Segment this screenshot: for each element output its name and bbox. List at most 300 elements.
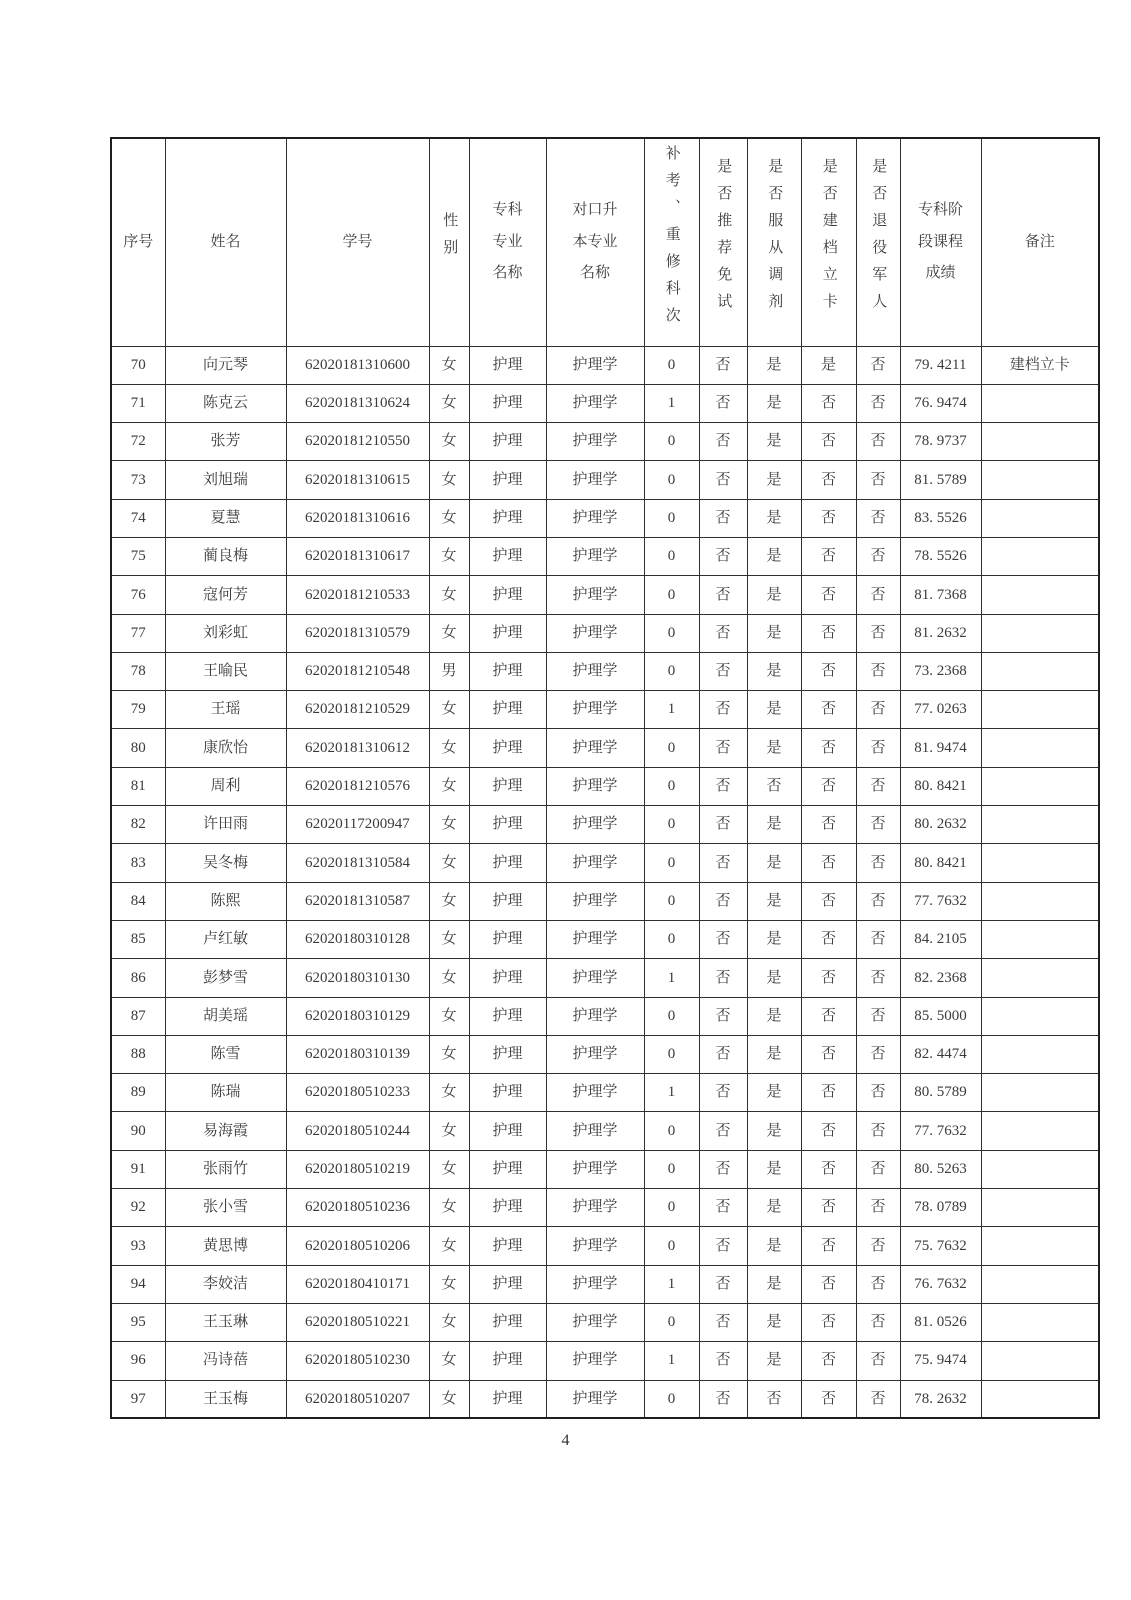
cell-score xyxy=(900,1074,981,1112)
cell-name xyxy=(165,346,286,384)
cell-target_major xyxy=(546,423,644,461)
cell-index xyxy=(111,1342,165,1380)
cell-student_id xyxy=(286,1303,429,1341)
cell-remark xyxy=(981,423,1099,461)
cell-value: 75. 7632 xyxy=(914,1237,967,1254)
column-header-label: 备注 xyxy=(1024,233,1055,250)
cell-recommend_exempt xyxy=(699,1189,747,1227)
cell-value: 刘旭瑞 xyxy=(202,471,248,488)
cell-veteran xyxy=(856,1265,900,1303)
column-header-student_id xyxy=(286,138,429,346)
cell-veteran xyxy=(856,1303,900,1341)
cell-value: 62020180310139 xyxy=(305,1046,410,1063)
cell-value: 否 xyxy=(870,778,886,795)
cell-college_major xyxy=(469,499,546,537)
cell-makeup_retake_count xyxy=(644,1035,699,1073)
cell-makeup_retake_count xyxy=(644,576,699,614)
cell-target_major xyxy=(546,691,644,729)
cell-value: 75 xyxy=(130,548,146,565)
cell-value: 护理 xyxy=(492,624,523,641)
cell-value: 是 xyxy=(766,1199,782,1216)
cell-name xyxy=(165,767,286,805)
cell-value: 否 xyxy=(715,931,731,948)
cell-value: 1 xyxy=(667,395,676,412)
cell-gender xyxy=(429,1074,469,1112)
cell-value: 81. 9474 xyxy=(914,739,967,756)
cell-target_major xyxy=(546,1074,644,1112)
cell-college_major xyxy=(469,1150,546,1188)
cell-value: 女 xyxy=(441,739,457,756)
cell-makeup_retake_count xyxy=(644,652,699,690)
cell-value: 女 xyxy=(441,548,457,565)
cell-makeup_retake_count xyxy=(644,1342,699,1380)
cell-index xyxy=(111,384,165,422)
cell-recommend_exempt xyxy=(699,1074,747,1112)
cell-obey_adjustment xyxy=(747,997,801,1035)
cell-value: 80. 5789 xyxy=(914,1084,967,1101)
cell-veteran xyxy=(856,461,900,499)
cell-value: 0 xyxy=(667,356,676,373)
cell-student_id xyxy=(286,1380,429,1418)
cell-value: 否 xyxy=(870,969,886,986)
cell-student_id xyxy=(286,499,429,537)
cell-value: 否 xyxy=(820,548,836,565)
cell-recommend_exempt xyxy=(699,1035,747,1073)
cell-value: 护理 xyxy=(492,433,523,450)
cell-value: 女 xyxy=(441,1161,457,1177)
cell-remark xyxy=(981,920,1099,958)
cell-veteran xyxy=(856,537,900,575)
cell-makeup_retake_count xyxy=(644,1150,699,1188)
column-header-label: 是否服从调剂 xyxy=(766,158,783,321)
cell-makeup_retake_count xyxy=(644,537,699,575)
cell-recommend_exempt xyxy=(699,1380,747,1418)
cell-value: 护理学 xyxy=(572,1352,618,1369)
cell-value: 是 xyxy=(766,1275,782,1292)
cell-value: 否 xyxy=(715,356,731,373)
cell-value: 0 xyxy=(667,1199,676,1216)
cell-index xyxy=(111,576,165,614)
cell-value: 0 xyxy=(667,1314,676,1331)
cell-gender xyxy=(429,767,469,805)
cell-student_id xyxy=(286,729,429,767)
cell-remark xyxy=(981,614,1099,652)
cell-veteran xyxy=(856,1227,900,1265)
cell-value: 护理 xyxy=(492,663,523,680)
cell-makeup_retake_count xyxy=(644,806,699,844)
cell-value: 62020117200947 xyxy=(305,816,410,833)
cell-value: 80. 8421 xyxy=(914,778,967,795)
cell-value: 护理学 xyxy=(572,1046,618,1063)
cell-target_major xyxy=(546,461,644,499)
cell-value: 62020181310612 xyxy=(305,739,410,756)
cell-score xyxy=(900,384,981,422)
cell-value: 否 xyxy=(715,1314,731,1331)
cell-target_major xyxy=(546,537,644,575)
cell-remark xyxy=(981,1227,1099,1265)
cell-remark xyxy=(981,691,1099,729)
column-header-index xyxy=(111,138,165,346)
cell-index xyxy=(111,1303,165,1341)
cell-value: 78. 5526 xyxy=(914,548,967,565)
cell-veteran xyxy=(856,1112,900,1150)
cell-value: 护理 xyxy=(492,586,523,603)
cell-value: 否 xyxy=(820,586,836,603)
cell-value: 否 xyxy=(715,1237,731,1254)
cell-score xyxy=(900,959,981,997)
cell-makeup_retake_count xyxy=(644,920,699,958)
cell-score xyxy=(900,499,981,537)
cell-value: 陈雪 xyxy=(210,1046,241,1063)
cell-value: 胡美瑶 xyxy=(202,1007,248,1024)
cell-value: 是 xyxy=(766,931,782,948)
cell-makeup_retake_count xyxy=(644,384,699,422)
cell-value: 护理 xyxy=(492,1352,523,1369)
cell-index xyxy=(111,1189,165,1227)
cell-value: 92 xyxy=(130,1199,146,1216)
cell-value: 是 xyxy=(766,1161,782,1177)
cell-value: 女 xyxy=(441,1199,457,1216)
cell-value: 否 xyxy=(715,663,731,680)
cell-college_major xyxy=(469,1074,546,1112)
table-row xyxy=(111,1303,1099,1341)
cell-poverty_card xyxy=(801,1303,856,1341)
cell-value: 是 xyxy=(766,1352,782,1369)
cell-poverty_card xyxy=(801,691,856,729)
cell-index xyxy=(111,729,165,767)
cell-value: 护理学 xyxy=(572,778,618,795)
cell-value: 1 xyxy=(667,1275,676,1292)
cell-value: 否 xyxy=(870,395,886,412)
cell-gender xyxy=(429,1303,469,1341)
cell-value: 周利 xyxy=(210,778,241,795)
cell-value: 护理学 xyxy=(572,433,618,450)
cell-gender xyxy=(429,1265,469,1303)
cell-value: 张芳 xyxy=(210,433,241,450)
cell-recommend_exempt xyxy=(699,346,747,384)
cell-recommend_exempt xyxy=(699,1227,747,1265)
cell-makeup_retake_count xyxy=(644,959,699,997)
cell-value: 是 xyxy=(766,892,782,909)
cell-target_major xyxy=(546,920,644,958)
cell-student_id xyxy=(286,1189,429,1227)
cell-value: 否 xyxy=(820,1237,836,1254)
cell-veteran xyxy=(856,997,900,1035)
table-row xyxy=(111,806,1099,844)
cell-veteran xyxy=(856,959,900,997)
cell-obey_adjustment xyxy=(747,1112,801,1150)
cell-poverty_card xyxy=(801,1380,856,1418)
cell-poverty_card xyxy=(801,959,856,997)
cell-value: 女 xyxy=(441,892,457,909)
cell-value: 0 xyxy=(667,624,676,641)
cell-value: 81. 7368 xyxy=(914,586,967,603)
cell-recommend_exempt xyxy=(699,882,747,920)
cell-index xyxy=(111,461,165,499)
cell-value: 否 xyxy=(820,1352,836,1369)
cell-remark xyxy=(981,384,1099,422)
cell-recommend_exempt xyxy=(699,1112,747,1150)
cell-value: 护理 xyxy=(492,1046,523,1063)
cell-value: 否 xyxy=(715,854,731,871)
cell-value: 否 xyxy=(870,1122,886,1139)
table-row xyxy=(111,1227,1099,1265)
cell-value: 是 xyxy=(766,624,782,641)
cell-value: 80. 2632 xyxy=(914,816,967,833)
cell-student_id xyxy=(286,423,429,461)
cell-name xyxy=(165,1303,286,1341)
cell-remark xyxy=(981,997,1099,1035)
cell-gender xyxy=(429,652,469,690)
table-row xyxy=(111,576,1099,614)
cell-index xyxy=(111,1112,165,1150)
cell-value: 89 xyxy=(130,1084,146,1101)
column-header-label: 序号 xyxy=(123,233,154,250)
cell-name xyxy=(165,1380,286,1418)
cell-veteran xyxy=(856,576,900,614)
column-header-label: 学号 xyxy=(342,233,373,250)
cell-student_id xyxy=(286,576,429,614)
cell-value: 否 xyxy=(820,778,836,795)
cell-remark xyxy=(981,1342,1099,1380)
cell-value: 女 xyxy=(441,471,457,488)
cell-poverty_card xyxy=(801,882,856,920)
cell-student_id xyxy=(286,767,429,805)
cell-college_major xyxy=(469,1035,546,1073)
cell-poverty_card xyxy=(801,1035,856,1073)
cell-name xyxy=(165,576,286,614)
cell-gender xyxy=(429,1112,469,1150)
cell-value: 否 xyxy=(715,433,731,450)
cell-obey_adjustment xyxy=(747,346,801,384)
student-table xyxy=(110,137,1100,1419)
cell-gender xyxy=(429,1227,469,1265)
cell-score xyxy=(900,806,981,844)
cell-value: 否 xyxy=(870,854,886,871)
cell-makeup_retake_count xyxy=(644,691,699,729)
cell-value: 否 xyxy=(870,739,886,756)
cell-recommend_exempt xyxy=(699,499,747,537)
cell-value: 女 xyxy=(441,816,457,833)
cell-value: 护理学 xyxy=(572,816,618,833)
cell-recommend_exempt xyxy=(699,997,747,1035)
cell-value: 否 xyxy=(870,1314,886,1331)
cell-value: 78. 2632 xyxy=(914,1390,967,1407)
cell-value: 否 xyxy=(820,1314,836,1331)
cell-makeup_retake_count xyxy=(644,1265,699,1303)
cell-value: 62020180510230 xyxy=(305,1352,410,1369)
cell-obey_adjustment xyxy=(747,461,801,499)
cell-student_id xyxy=(286,844,429,882)
cell-value: 否 xyxy=(820,816,836,833)
cell-value: 女 xyxy=(441,624,457,641)
cell-value: 82. 4474 xyxy=(914,1046,967,1063)
cell-value: 吴冬梅 xyxy=(202,854,248,871)
cell-value: 0 xyxy=(667,1161,676,1177)
cell-value: 87 xyxy=(130,1007,146,1024)
cell-target_major xyxy=(546,652,644,690)
table-row xyxy=(111,1380,1099,1418)
cell-value: 陈熙 xyxy=(210,892,241,909)
cell-value: 否 xyxy=(715,701,731,718)
cell-value: 是 xyxy=(766,1314,782,1331)
table-row xyxy=(111,691,1099,729)
cell-value: 女 xyxy=(441,1046,457,1063)
cell-value: 是 xyxy=(766,509,782,526)
cell-value: 否 xyxy=(870,1084,886,1101)
cell-student_id xyxy=(286,997,429,1035)
cell-value: 夏慧 xyxy=(210,509,241,526)
cell-value: 62020181310624 xyxy=(305,395,410,412)
cell-value: 否 xyxy=(715,892,731,909)
cell-value: 否 xyxy=(870,701,886,718)
cell-veteran xyxy=(856,806,900,844)
cell-value: 护理学 xyxy=(572,1122,618,1139)
cell-index xyxy=(111,806,165,844)
cell-value: 1 xyxy=(667,1084,676,1101)
cell-obey_adjustment xyxy=(747,1189,801,1227)
cell-target_major xyxy=(546,1189,644,1227)
table-row xyxy=(111,537,1099,575)
table-row xyxy=(111,1074,1099,1112)
cell-target_major xyxy=(546,882,644,920)
cell-obey_adjustment xyxy=(747,729,801,767)
column-header-label: 补考、重修科次 xyxy=(663,144,680,334)
column-header-name xyxy=(165,138,286,346)
cell-value: 80. 8421 xyxy=(914,854,967,871)
column-header-obey_adjustment xyxy=(747,138,801,346)
table-body xyxy=(111,346,1099,1418)
cell-score xyxy=(900,1112,981,1150)
column-header-label: 性别 xyxy=(441,212,458,267)
cell-obey_adjustment xyxy=(747,1227,801,1265)
cell-value: 77. 7632 xyxy=(914,892,967,909)
cell-makeup_retake_count xyxy=(644,1074,699,1112)
column-header-label: 对口升本专业名称 xyxy=(572,202,618,281)
cell-value: 否 xyxy=(715,739,731,756)
cell-name xyxy=(165,1112,286,1150)
cell-recommend_exempt xyxy=(699,614,747,652)
cell-remark xyxy=(981,1150,1099,1188)
cell-makeup_retake_count xyxy=(644,997,699,1035)
table-row xyxy=(111,1189,1099,1227)
cell-value: 护理 xyxy=(492,471,523,488)
cell-index xyxy=(111,499,165,537)
cell-value: 否 xyxy=(870,892,886,909)
cell-value: 护理学 xyxy=(572,624,618,641)
cell-value: 否 xyxy=(870,1161,886,1177)
cell-value: 否 xyxy=(715,395,731,412)
cell-student_id xyxy=(286,806,429,844)
cell-name xyxy=(165,882,286,920)
cell-value: 62020181310616 xyxy=(305,509,410,526)
cell-obey_adjustment xyxy=(747,1380,801,1418)
cell-value: 88 xyxy=(130,1046,146,1063)
cell-value: 62020180310130 xyxy=(305,969,410,986)
cell-remark xyxy=(981,1303,1099,1341)
cell-score xyxy=(900,423,981,461)
table-row xyxy=(111,652,1099,690)
cell-name xyxy=(165,691,286,729)
cell-value: 蔺良梅 xyxy=(202,548,248,565)
cell-college_major xyxy=(469,1227,546,1265)
cell-value: 否 xyxy=(820,471,836,488)
cell-value: 护理 xyxy=(492,931,523,948)
cell-index xyxy=(111,882,165,920)
cell-value: 护理学 xyxy=(572,892,618,909)
cell-obey_adjustment xyxy=(747,691,801,729)
cell-value: 否 xyxy=(766,1390,782,1407)
cell-gender xyxy=(429,614,469,652)
cell-name xyxy=(165,384,286,422)
table-row xyxy=(111,767,1099,805)
cell-name xyxy=(165,1150,286,1188)
cell-value: 0 xyxy=(667,548,676,565)
cell-index xyxy=(111,1265,165,1303)
cell-value: 否 xyxy=(820,892,836,909)
column-header-makeup_retake_count xyxy=(644,138,699,346)
cell-value: 0 xyxy=(667,739,676,756)
cell-value: 否 xyxy=(820,509,836,526)
cell-value: 向元琴 xyxy=(202,356,248,373)
cell-value: 护理 xyxy=(492,1122,523,1139)
cell-remark xyxy=(981,767,1099,805)
cell-target_major xyxy=(546,959,644,997)
cell-index xyxy=(111,1227,165,1265)
cell-value: 80 xyxy=(130,739,146,756)
cell-veteran xyxy=(856,1074,900,1112)
cell-poverty_card xyxy=(801,1150,856,1188)
cell-target_major xyxy=(546,1380,644,1418)
cell-value: 护理学 xyxy=(572,1199,618,1216)
cell-college_major xyxy=(469,729,546,767)
cell-value: 62020181310617 xyxy=(305,548,410,565)
cell-value: 否 xyxy=(820,1390,836,1407)
cell-recommend_exempt xyxy=(699,652,747,690)
cell-target_major xyxy=(546,806,644,844)
cell-value: 护理 xyxy=(492,1084,523,1101)
cell-target_major xyxy=(546,1227,644,1265)
cell-value: 护理 xyxy=(492,1314,523,1331)
cell-value: 0 xyxy=(667,663,676,680)
cell-index xyxy=(111,959,165,997)
cell-value: 女 xyxy=(441,969,457,986)
cell-value: 否 xyxy=(870,1007,886,1024)
cell-value: 否 xyxy=(820,739,836,756)
cell-recommend_exempt xyxy=(699,1265,747,1303)
cell-value: 刘彩虹 xyxy=(202,624,248,641)
cell-student_id xyxy=(286,537,429,575)
cell-value: 护理 xyxy=(492,395,523,412)
cell-value: 女 xyxy=(441,1275,457,1292)
header-row xyxy=(111,138,1099,346)
cell-student_id xyxy=(286,1112,429,1150)
cell-obey_adjustment xyxy=(747,806,801,844)
cell-value: 否 xyxy=(715,1161,731,1177)
cell-value: 寇何芳 xyxy=(202,586,248,603)
cell-value: 1 xyxy=(667,701,676,718)
cell-value: 女 xyxy=(441,1007,457,1024)
cell-value: 否 xyxy=(870,624,886,641)
cell-value: 0 xyxy=(667,1007,676,1024)
cell-value: 护理学 xyxy=(572,701,618,718)
cell-gender xyxy=(429,691,469,729)
cell-value: 否 xyxy=(715,1390,731,1407)
cell-value: 易海霞 xyxy=(202,1122,248,1139)
cell-value: 0 xyxy=(667,509,676,526)
cell-name xyxy=(165,537,286,575)
cell-value: 否 xyxy=(870,548,886,565)
